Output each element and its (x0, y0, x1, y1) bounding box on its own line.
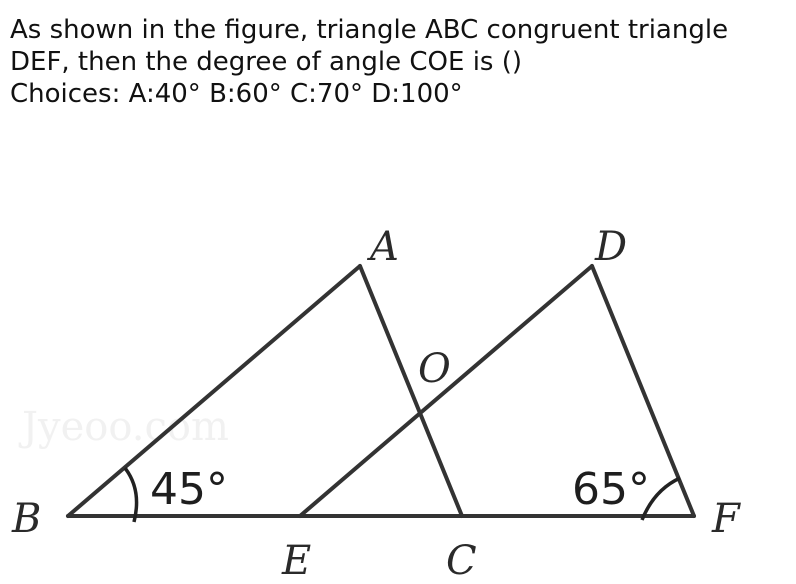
question-line-3: Choices: A:40° B:60° C:70° D:100° (10, 79, 463, 109)
point-label-f: F (712, 496, 740, 542)
point-label-e: E (282, 538, 312, 584)
watermark: Jyeoo.com (22, 404, 229, 450)
question-line-2: DEF, then the degree of angle COE is () (10, 47, 523, 77)
point-label-d: D (595, 224, 628, 270)
angle-b-arc (125, 468, 137, 522)
angle-b-label: 45° (150, 464, 228, 515)
point-label-c: C (446, 538, 477, 584)
point-label-o: O (418, 346, 451, 392)
point-label-b: B (12, 496, 42, 542)
angle-f-label: 65° (572, 464, 650, 515)
question-line-1: As shown in the figure, triangle ABC congruent triangle (10, 15, 729, 45)
point-label-a: A (370, 224, 399, 270)
